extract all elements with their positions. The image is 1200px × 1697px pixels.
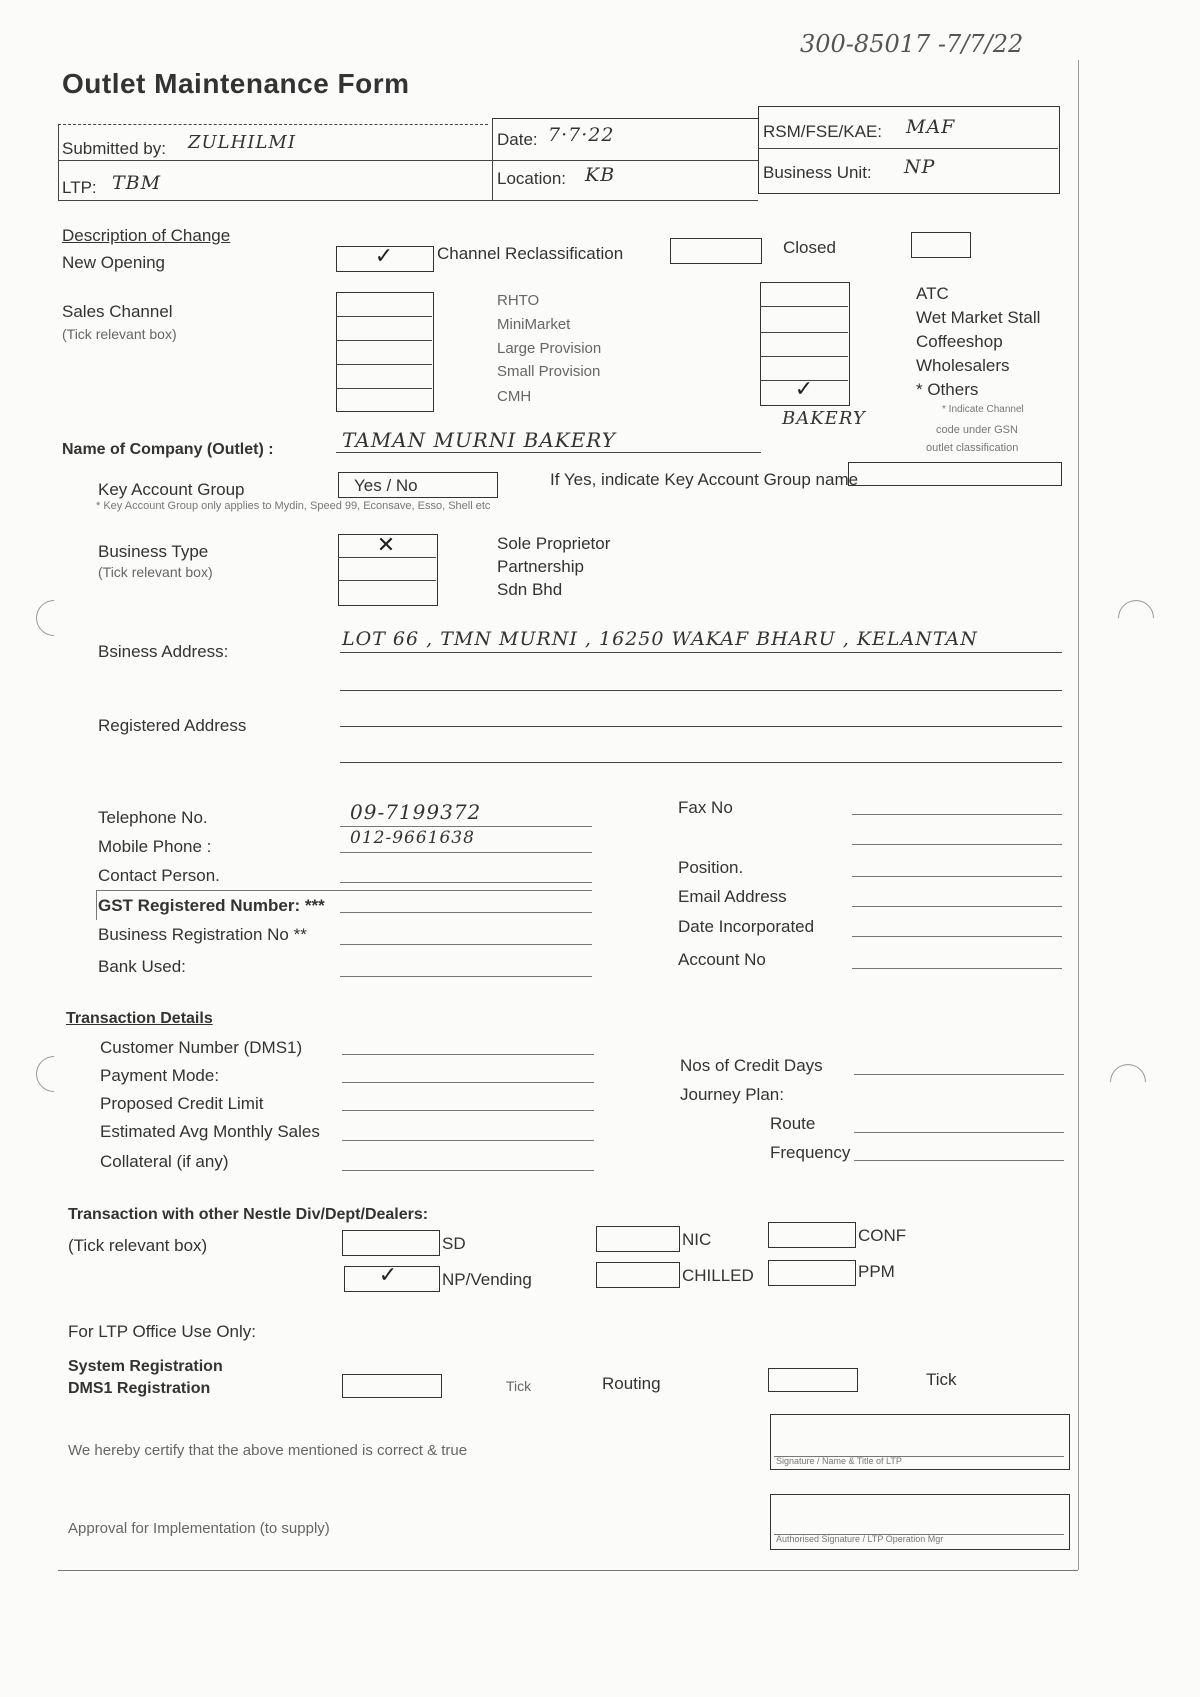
sole-proprietor-mark: ✕ [376, 532, 396, 557]
proposed-credit-limit-label: Proposed Credit Limit [100, 1094, 264, 1113]
chilled-checkbox[interactable] [596, 1262, 680, 1288]
business-address-label: Bsiness Address: [98, 642, 229, 661]
journey-plan-label: Journey Plan: [680, 1085, 784, 1104]
route-label: Route [770, 1114, 816, 1133]
sales-channel-left-boxes[interactable] [336, 292, 434, 412]
certify-statement: We hereby certify that the above mentioned is correct & true [68, 1442, 468, 1459]
new-opening-checkmark: ✓ [374, 243, 394, 268]
np-vending-label: NP/Vending [442, 1270, 532, 1289]
others-note-3: outlet classification [926, 442, 1019, 454]
gst-label: GST Registered Number: *** [98, 896, 325, 915]
collateral-label: Collateral (if any) [100, 1152, 229, 1171]
date-label: Date: [497, 130, 538, 149]
chilled-label: CHILLED [682, 1266, 754, 1285]
new-opening-label: New Opening [62, 253, 166, 272]
channel-option-large-provision: Large Provision [497, 340, 602, 357]
fax-label: Fax No [678, 798, 733, 817]
business-type-partnership: Partnership [497, 557, 584, 576]
dms1-registration-label: DMS1 Registration [68, 1380, 211, 1397]
payment-mode-label: Payment Mode: [100, 1066, 220, 1085]
channel-option-others: * Others [916, 380, 979, 399]
office-use-heading: For LTP Office Use Only: [68, 1322, 257, 1341]
sales-channel-label: Sales Channel [62, 302, 173, 321]
channel-reclassification-label: Channel Reclassification [437, 244, 624, 263]
closed-checkbox[interactable] [911, 232, 971, 258]
telephone-value[interactable]: 09-7199372 [350, 800, 482, 824]
mobile-label: Mobile Phone : [98, 837, 212, 856]
company-name-label: Name of Company (Outlet) : [62, 441, 274, 458]
ppm-checkbox[interactable] [768, 1260, 856, 1286]
key-account-note: * Key Account Group only applies to Mydin, Speed 99, Econsave, Esso, Shell etc [96, 500, 491, 512]
submitted-by-label: Submitted by: [62, 139, 166, 158]
registered-address-label: Registered Address [98, 716, 247, 735]
punch-hole-right-top [1111, 593, 1162, 644]
approval-signature-caption: Authorised Signature / LTP Operation Mgr [776, 1534, 944, 1544]
bottom-frame-line [58, 1570, 1078, 1571]
mobile-value[interactable]: 012-9661638 [350, 828, 475, 848]
channel-option-cmh: CMH [497, 388, 532, 405]
business-unit-label: Business Unit: [763, 163, 872, 182]
punch-hole-left-bottom [29, 1049, 80, 1100]
position-label: Position. [678, 858, 744, 877]
frequency-label: Frequency [770, 1143, 851, 1162]
channel-option-rhto: RHTO [497, 292, 540, 309]
right-frame-line [1078, 60, 1079, 1570]
channel-option-minimarket: MiniMarket [497, 316, 571, 333]
company-name-value[interactable]: TAMAN MURNI BAKERY [342, 428, 616, 452]
np-vending-checkmark: ✓ [378, 1262, 398, 1287]
estimated-avg-monthly-sales-label: Estimated Avg Monthly Sales [100, 1122, 320, 1141]
account-no-label: Account No [678, 950, 766, 969]
sd-checkbox[interactable] [342, 1230, 440, 1256]
rsm-label: RSM/FSE/KAE: [763, 122, 883, 141]
nic-label: NIC [682, 1230, 712, 1249]
channel-option-coffeeshop: Coffeeshop [916, 332, 1003, 351]
transaction-details-heading: Transaction Details [66, 1010, 213, 1027]
credit-days-label: Nos of Credit Days [680, 1056, 823, 1075]
key-account-yes-no[interactable]: Yes / No [354, 476, 418, 495]
ltp-label: LTP: [62, 178, 97, 197]
routing-tick-label: Tick [926, 1370, 957, 1389]
location-value[interactable]: KB [585, 164, 616, 186]
rsm-value[interactable]: MAF [906, 116, 956, 138]
channel-option-atc: ATC [916, 284, 949, 303]
others-checkmark: ✓ [794, 376, 814, 401]
other-divisions-heading: Transaction with other Nestle Div/Dept/Dealers: [68, 1206, 429, 1223]
description-of-change-heading: Description of Change [62, 226, 231, 245]
date-incorporated-label: Date Incorporated [678, 917, 815, 936]
date-value[interactable]: 7·7·22 [548, 124, 615, 146]
channel-option-wholesalers: Wholesalers [916, 356, 1010, 375]
business-type-sdn-bhd: Sdn Bhd [497, 580, 563, 599]
other-divisions-hint: (Tick relevant box) [68, 1236, 208, 1255]
dms1-tick-box[interactable] [342, 1374, 442, 1398]
key-account-indicate-label: If Yes, indicate Key Account Group name [550, 470, 859, 489]
business-registration-label: Business Registration No ** [98, 925, 307, 944]
channel-reclassification-checkbox[interactable] [670, 238, 762, 264]
channel-option-wet-market-stall: Wet Market Stall [916, 308, 1041, 327]
business-type-label: Business Type [98, 542, 209, 561]
ltp-value[interactable]: TBM [112, 172, 162, 194]
top-handwritten-note: 300-85017 -7/7/22 [800, 30, 1024, 58]
business-type-hint: (Tick relevant box) [98, 564, 213, 580]
telephone-label: Telephone No. [98, 808, 208, 827]
business-unit-value[interactable]: NP [904, 156, 936, 178]
key-account-label: Key Account Group [98, 480, 245, 499]
nic-checkbox[interactable] [596, 1226, 680, 1252]
location-label: Location: [497, 169, 566, 188]
submitted-by-value[interactable]: ZULHILMI [188, 132, 296, 153]
routing-tick-box[interactable] [768, 1368, 858, 1392]
business-type-sole-proprietor: Sole Proprietor [497, 534, 611, 553]
others-note-1: * Indicate Channel [942, 404, 1024, 415]
key-account-name-field[interactable] [848, 462, 1062, 486]
contact-person-label: Contact Person. [98, 866, 220, 885]
conf-checkbox[interactable] [768, 1222, 856, 1248]
certify-signature-caption: Signature / Name & Title of LTP [776, 1456, 902, 1466]
others-value[interactable]: BAKERY [782, 408, 866, 429]
conf-label: CONF [858, 1226, 907, 1245]
approval-statement: Approval for Implementation (to supply) [68, 1520, 330, 1537]
channel-option-small-provision: Small Provision [497, 363, 601, 380]
routing-label: Routing [602, 1374, 661, 1393]
customer-number-label: Customer Number (DMS1) [100, 1038, 303, 1057]
punch-hole-left-top [29, 593, 80, 644]
sd-label: SD [442, 1234, 466, 1253]
email-label: Email Address [678, 887, 787, 906]
form-title: Outlet Maintenance Form [62, 68, 410, 99]
business-address-value[interactable]: LOT 66 , TMN MURNI , 16250 WAKAF BHARU , KELANTAN [342, 628, 978, 650]
bank-used-label: Bank Used: [98, 957, 186, 976]
sales-channel-hint: (Tick relevant box) [62, 326, 177, 342]
punch-hole-right-bottom [1103, 1057, 1154, 1108]
system-registration-label: System Registration [68, 1358, 223, 1375]
ppm-label: PPM [858, 1262, 895, 1281]
dms1-tick-label: Tick [506, 1378, 532, 1394]
others-note-2: code under GSN [936, 424, 1018, 436]
closed-label: Closed [783, 238, 836, 257]
